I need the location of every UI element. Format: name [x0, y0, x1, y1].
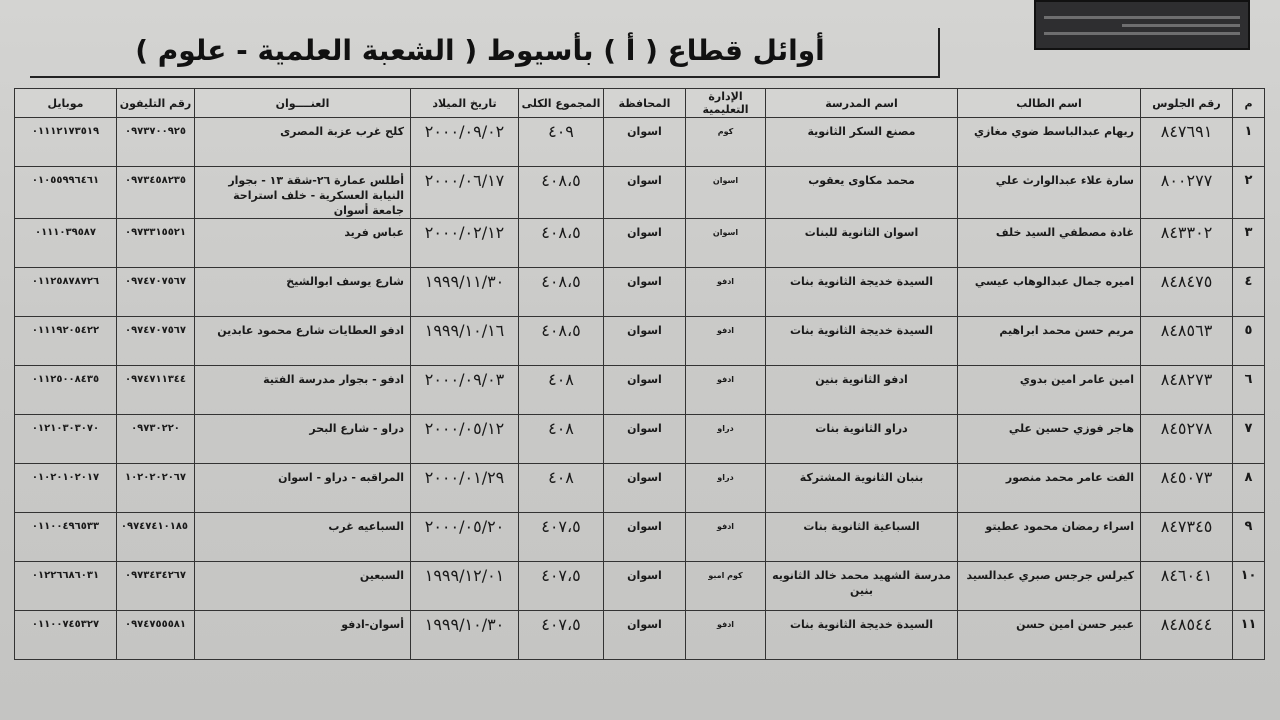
student-name: هاجر فوزي حسين علي — [958, 415, 1141, 464]
students-table — [14, 88, 1265, 660]
birth-date: ٢٠٠٠/٠٥/١٢ — [411, 415, 519, 464]
governorate: اسوان — [604, 513, 686, 562]
education-admin: دراو — [686, 464, 766, 513]
phone-number: ٠٩٧٣٤٥٨٢٣٥ — [117, 167, 195, 219]
column-header: م — [1233, 89, 1265, 118]
phone-number: ٠٩٧٣٠٢٢٠ — [117, 415, 195, 464]
school-name: دراو الثانوية بنات — [766, 415, 958, 464]
total-score: ٤٠٨،٥ — [519, 317, 604, 366]
table-row — [15, 464, 1265, 513]
governorate: اسوان — [604, 219, 686, 268]
education-admin: ادفو — [686, 513, 766, 562]
row-number: ١ — [1233, 118, 1265, 167]
seat-number: ٨٤٨٥٦٣ — [1141, 317, 1233, 366]
mobile-number: ٠١١١٠٣٩٥٨٧ — [15, 219, 117, 268]
governorate: اسوان — [604, 611, 686, 660]
table-row — [15, 268, 1265, 317]
student-name: غادة مصطفي السيد خلف — [958, 219, 1141, 268]
governorate: اسوان — [604, 415, 686, 464]
address: أسوان-ادفو — [195, 611, 411, 660]
phone-number: ٠٩٧٣٣١٥٥٢١ — [117, 219, 195, 268]
governorate: اسوان — [604, 464, 686, 513]
table-row — [15, 118, 1265, 167]
student-name: اميره جمال عبدالوهاب عيسي — [958, 268, 1141, 317]
table-row — [15, 167, 1265, 219]
column-header: اسم الطالب — [958, 89, 1141, 118]
table-row — [15, 366, 1265, 415]
education-admin: ادفو — [686, 366, 766, 415]
table-row — [15, 415, 1265, 464]
governorate: اسوان — [604, 268, 686, 317]
phone-number: ٠٩٧٣٤٣٤٢٦٧ — [117, 562, 195, 611]
school-name: السيدة خديجة الثانوية بنات — [766, 317, 958, 366]
row-number: ٤ — [1233, 268, 1265, 317]
address: المراقبه - دراو - اسوان — [195, 464, 411, 513]
birth-date: ١٩٩٩/١٠/٣٠ — [411, 611, 519, 660]
column-header: المجموع الكلى — [519, 89, 604, 118]
seat-number: ٨٤٣٣٠٢ — [1141, 219, 1233, 268]
birth-date: ٢٠٠٠/٠٥/٢٠ — [411, 513, 519, 562]
birth-date: ٢٠٠٠/٠٦/١٧ — [411, 167, 519, 219]
address: كلح غرب عزبة المصرى — [195, 118, 411, 167]
row-number: ٣ — [1233, 219, 1265, 268]
column-header: العنــــوان — [195, 89, 411, 118]
birth-date: ١٩٩٩/١٠/١٦ — [411, 317, 519, 366]
column-header: المحافظة — [604, 89, 686, 118]
birth-date: ١٩٩٩/١٢/٠١ — [411, 562, 519, 611]
student-name: ريهام عبدالباسط ضوي مغازي — [958, 118, 1141, 167]
governorate: اسوان — [604, 167, 686, 219]
total-score: ٤٠٨ — [519, 366, 604, 415]
education-admin: ادفو — [686, 268, 766, 317]
student-name: سارة علاء عبدالوارث علي — [958, 167, 1141, 219]
total-score: ٤٠٨،٥ — [519, 167, 604, 219]
total-score: ٤٠٧،٥ — [519, 611, 604, 660]
seat-number: ٨٤٥٢٧٨ — [1141, 415, 1233, 464]
education-admin: كوم امبو — [686, 562, 766, 611]
seat-number: ٨٠٠٢٧٧ — [1141, 167, 1233, 219]
table-row — [15, 219, 1265, 268]
mobile-number: ٠١١١٢١٧٣٥١٩ — [15, 118, 117, 167]
total-score: ٤٠٨ — [519, 415, 604, 464]
student-name: مريم حسن محمد ابراهيم — [958, 317, 1141, 366]
student-name: اسراء رمضان محمود عطيتو — [958, 513, 1141, 562]
mobile-number: ٠١١١٩٢٠٥٤٢٢ — [15, 317, 117, 366]
education-admin: دراو — [686, 415, 766, 464]
mobile-number: ٠١٠٥٥٩٩٦٤٦١ — [15, 167, 117, 219]
table-body — [15, 118, 1265, 660]
row-number: ٥ — [1233, 317, 1265, 366]
seat-number: ٨٤٨٤٧٥ — [1141, 268, 1233, 317]
education-admin: اسوان — [686, 167, 766, 219]
phone-number: ٠٩٧٤٧٠٧٥٦٧ — [117, 317, 195, 366]
birth-date: ٢٠٠٠/٠١/٢٩ — [411, 464, 519, 513]
row-number: ١٠ — [1233, 562, 1265, 611]
column-header: الإدارة التعليمية — [686, 89, 766, 118]
address: ادفو العطايات شارع محمود عابدين — [195, 317, 411, 366]
student-name: كيرلس جرجس صبري عبدالسيد — [958, 562, 1141, 611]
table-header-row — [15, 89, 1265, 118]
school-name: مصنع السكر الثانوية — [766, 118, 958, 167]
address: دراو - شارع البحر — [195, 415, 411, 464]
address: السباعيه غرب — [195, 513, 411, 562]
row-number: ٦ — [1233, 366, 1265, 415]
address: ادفو - بجوار مدرسة الفتية — [195, 366, 411, 415]
birth-date: ١٩٩٩/١١/٣٠ — [411, 268, 519, 317]
education-admin: ادفو — [686, 317, 766, 366]
row-number: ٢ — [1233, 167, 1265, 219]
education-admin: ادفو — [686, 611, 766, 660]
column-header: اسم المدرسة — [766, 89, 958, 118]
total-score: ٤٠٩ — [519, 118, 604, 167]
total-score: ٤٠٧،٥ — [519, 513, 604, 562]
phone-number: ٠٩٧٤٧٥٥٥٨١ — [117, 611, 195, 660]
total-score: ٤٠٧،٥ — [519, 562, 604, 611]
stamp-seal — [1034, 0, 1250, 50]
address: أطلس عمارة ٢٦-شقة ١٣ - بجوار النيابة العسكرية - خلف استراحة جامعة أسوان — [195, 167, 411, 219]
school-name: السيدة خديجة الثانوية بنات — [766, 611, 958, 660]
seat-number: ٨٤٨٥٤٤ — [1141, 611, 1233, 660]
address: شارع يوسف ابوالشيخ — [195, 268, 411, 317]
row-number: ٧ — [1233, 415, 1265, 464]
row-number: ٩ — [1233, 513, 1265, 562]
mobile-number: ٠١١٢٥٨٧٨٧٢٦ — [15, 268, 117, 317]
column-header: رقم الجلوس — [1141, 89, 1233, 118]
birth-date: ٢٠٠٠/٠٩/٠٣ — [411, 366, 519, 415]
mobile-number: ٠١١٢٥٠٠٨٤٣٥ — [15, 366, 117, 415]
total-score: ٤٠٨ — [519, 464, 604, 513]
birth-date: ٢٠٠٠/٠٢/١٢ — [411, 219, 519, 268]
school-name: السباعية الثانوية بنات — [766, 513, 958, 562]
table-row — [15, 611, 1265, 660]
school-name: ادفو الثانوية بنين — [766, 366, 958, 415]
student-name: الفت عامر محمد منصور — [958, 464, 1141, 513]
table-row — [15, 317, 1265, 366]
education-admin: اسوان — [686, 219, 766, 268]
school-name: السيدة خديجة الثانوية بنات — [766, 268, 958, 317]
mobile-number: ٠١١٠٠٤٩٦٥٣٣ — [15, 513, 117, 562]
school-name: بنبان الثانوية المشتركة — [766, 464, 958, 513]
mobile-number: ٠١٢٢٦٦٨٦٠٣١ — [15, 562, 117, 611]
seat-number: ٨٤٧٦٩١ — [1141, 118, 1233, 167]
seat-number: ٨٤٦٠٤١ — [1141, 562, 1233, 611]
phone-number: ٠٩٧٤٧٤١٠١٨٥ — [117, 513, 195, 562]
mobile-number: ٠١٠٢٠١٠٢٠١٧ — [15, 464, 117, 513]
governorate: اسوان — [604, 366, 686, 415]
mobile-number: ٠١١٠٠٧٤٥٣٢٧ — [15, 611, 117, 660]
address: عباس فريد — [195, 219, 411, 268]
phone-number: ٠٩٧٤٧٠٧٥٦٧ — [117, 268, 195, 317]
table-row — [15, 513, 1265, 562]
seat-number: ٨٤٨٢٧٣ — [1141, 366, 1233, 415]
student-name: امين عامر امين بدوي — [958, 366, 1141, 415]
row-number: ٨ — [1233, 464, 1265, 513]
school-name: اسوان الثانوية للبنات — [766, 219, 958, 268]
birth-date: ٢٠٠٠/٠٩/٠٢ — [411, 118, 519, 167]
phone-number: ٠٩٧٣٧٠٠٩٢٥ — [117, 118, 195, 167]
phone-number: ١٠٢٠٢٠٢٠٦٧ — [117, 464, 195, 513]
total-score: ٤٠٨،٥ — [519, 268, 604, 317]
school-name: محمد مكاوى يعقوب — [766, 167, 958, 219]
page-title: أوائل قطاع ( أ ) بأسيوط ( الشعبة العلمية - علوم ) — [135, 34, 825, 67]
seat-number: ٨٤٥٠٧٣ — [1141, 464, 1233, 513]
column-header: رقم التليفون — [117, 89, 195, 118]
column-header: موبايل — [15, 89, 117, 118]
seat-number: ٨٤٧٣٤٥ — [1141, 513, 1233, 562]
row-number: ١١ — [1233, 611, 1265, 660]
address: السبعين — [195, 562, 411, 611]
governorate: اسوان — [604, 317, 686, 366]
governorate: اسوان — [604, 118, 686, 167]
table-row — [15, 562, 1265, 611]
phone-number: ٠٩٧٤٧١١٣٤٤ — [117, 366, 195, 415]
column-header: تاريخ الميلاد — [411, 89, 519, 118]
school-name: مدرسة الشهيد محمد خالد الثانويه بنين — [766, 562, 958, 611]
mobile-number: ٠١٢١٠٣٠٣٠٧٠ — [15, 415, 117, 464]
governorate: اسوان — [604, 562, 686, 611]
student-name: عبير حسن امين حسن — [958, 611, 1141, 660]
total-score: ٤٠٨،٥ — [519, 219, 604, 268]
education-admin: كوم — [686, 118, 766, 167]
